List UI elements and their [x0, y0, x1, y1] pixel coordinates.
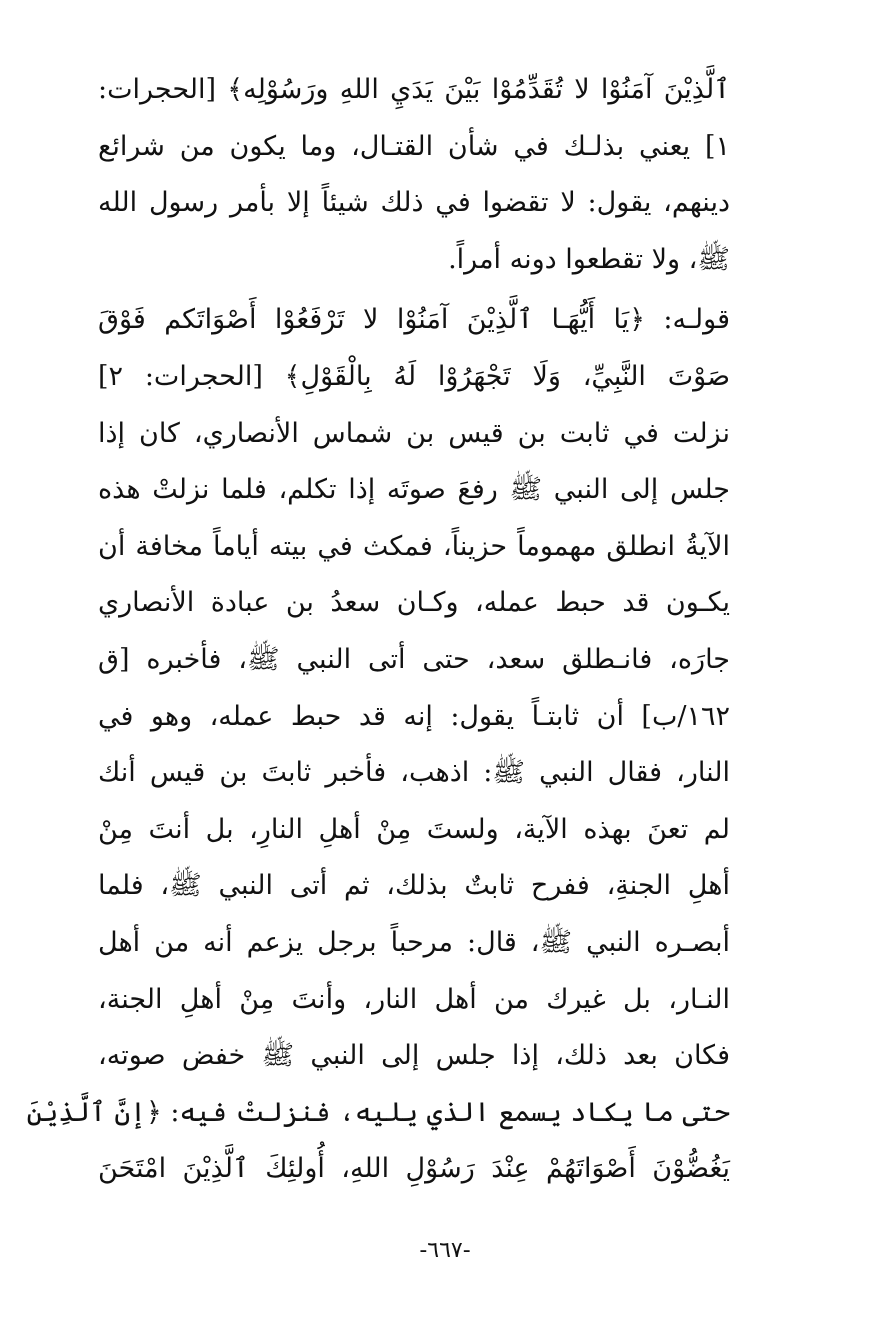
- text-line-12: ١٦٢/ب] أن ثابتـاً يقول: إنه قد حبط عمله، وهو في: [98, 700, 730, 732]
- text-line-7: نزلت في ثابت بن قيس بن شماس الأنصاري، كان إذا: [98, 417, 730, 449]
- text-line-6: صَوْتَ النَّبِيِّ، وَلَا تَجْهَرُوْا لَهُ بِالْقَوْلِ﴾ [الحجرات: ٢]: [98, 360, 730, 392]
- text-line-10: يكـون قد حبط عمله، وكـان سعدُ بن عبادة الأنصاري: [98, 587, 730, 619]
- text-line-1: ٱلَّذِيْنَ آمَنُوْا لا تُقَدِّمُوْا بَيْنَ يَدَيِ اللهِ ورَسُوْلِه﴾ [الحجرات:: [98, 74, 730, 105]
- text-line-15: أهلِ الجنةِ، ففرح ثابتٌ بذلك، ثم أتى النبي ﷺ، فلما: [98, 870, 730, 902]
- body-text: [26, 62, 730, 1198]
- text-line-5: قولـه: ﴿يَا أَيُّهَـا ٱلَّذِيْنَ آمَنُوْا لا تَرْفَعُوْا أَصْوَاتَكم فَوْقَ: [98, 304, 730, 336]
- text-line-17: النـار، بل غيرك من أهل النار، وأنتَ مِنْ أهلِ الجنة،: [98, 983, 730, 1015]
- text-line-9: الآيةُ انطلق مهموماً حزيناً، فمكث في بيته أياماً مخافة أن: [98, 530, 730, 562]
- text-line-16: أبصـره النبي ﷺ، قال: مرحباً برجل يزعم أنه من أهل: [98, 926, 730, 958]
- page-number: -٦٦٧-: [419, 1238, 471, 1263]
- text-line-2: ١] يعني بذلـك في شأن القتـال، وما يكون من شرائع: [98, 130, 730, 162]
- text-line-13: النار، فقال النبي ﷺ: اذهب، فأخبر ثابتَ بن قيس أنك: [98, 757, 730, 789]
- text-line-4: ﷺ، ولا تقطعوا دونه أمراً.: [448, 243, 730, 275]
- text-line-19: حتى ما يكاد يسمع الذي يليه، فنزلتْ فيه: ﴿إنَّ ٱلَّذِيْنَ: [26, 1096, 730, 1128]
- text-line-3: دينهم، يقول: لا تقضوا في ذلك شيئاً إلا بأمر رسول الله: [98, 187, 730, 219]
- text-line-18: فكان بعد ذلك، إذا جلس إلى النبي ﷺ خفض صوته،: [98, 1040, 730, 1072]
- text-line-20: يَغُضُّوْنَ أَصْوَاتَهُمْ عِنْدَ رَسُوْلِ اللهِ، أُولئِكَ ٱلَّذِيْنَ امْتَحَنَ: [98, 1153, 730, 1185]
- text-line-14: لم تعنَ بهذه الآية، ولستَ مِنْ أهلِ النارِ، بل أنتَ مِنْ: [98, 813, 730, 845]
- text-line-11: جارَه، فانـطلق سعد، حتى أتى النبي ﷺ، فأخبره [ق: [98, 643, 730, 675]
- text-line-8: جلس إلى النبي ﷺ رفعَ صوتَه إذا تكلم، فلما نزلتْ هذه: [98, 474, 730, 506]
